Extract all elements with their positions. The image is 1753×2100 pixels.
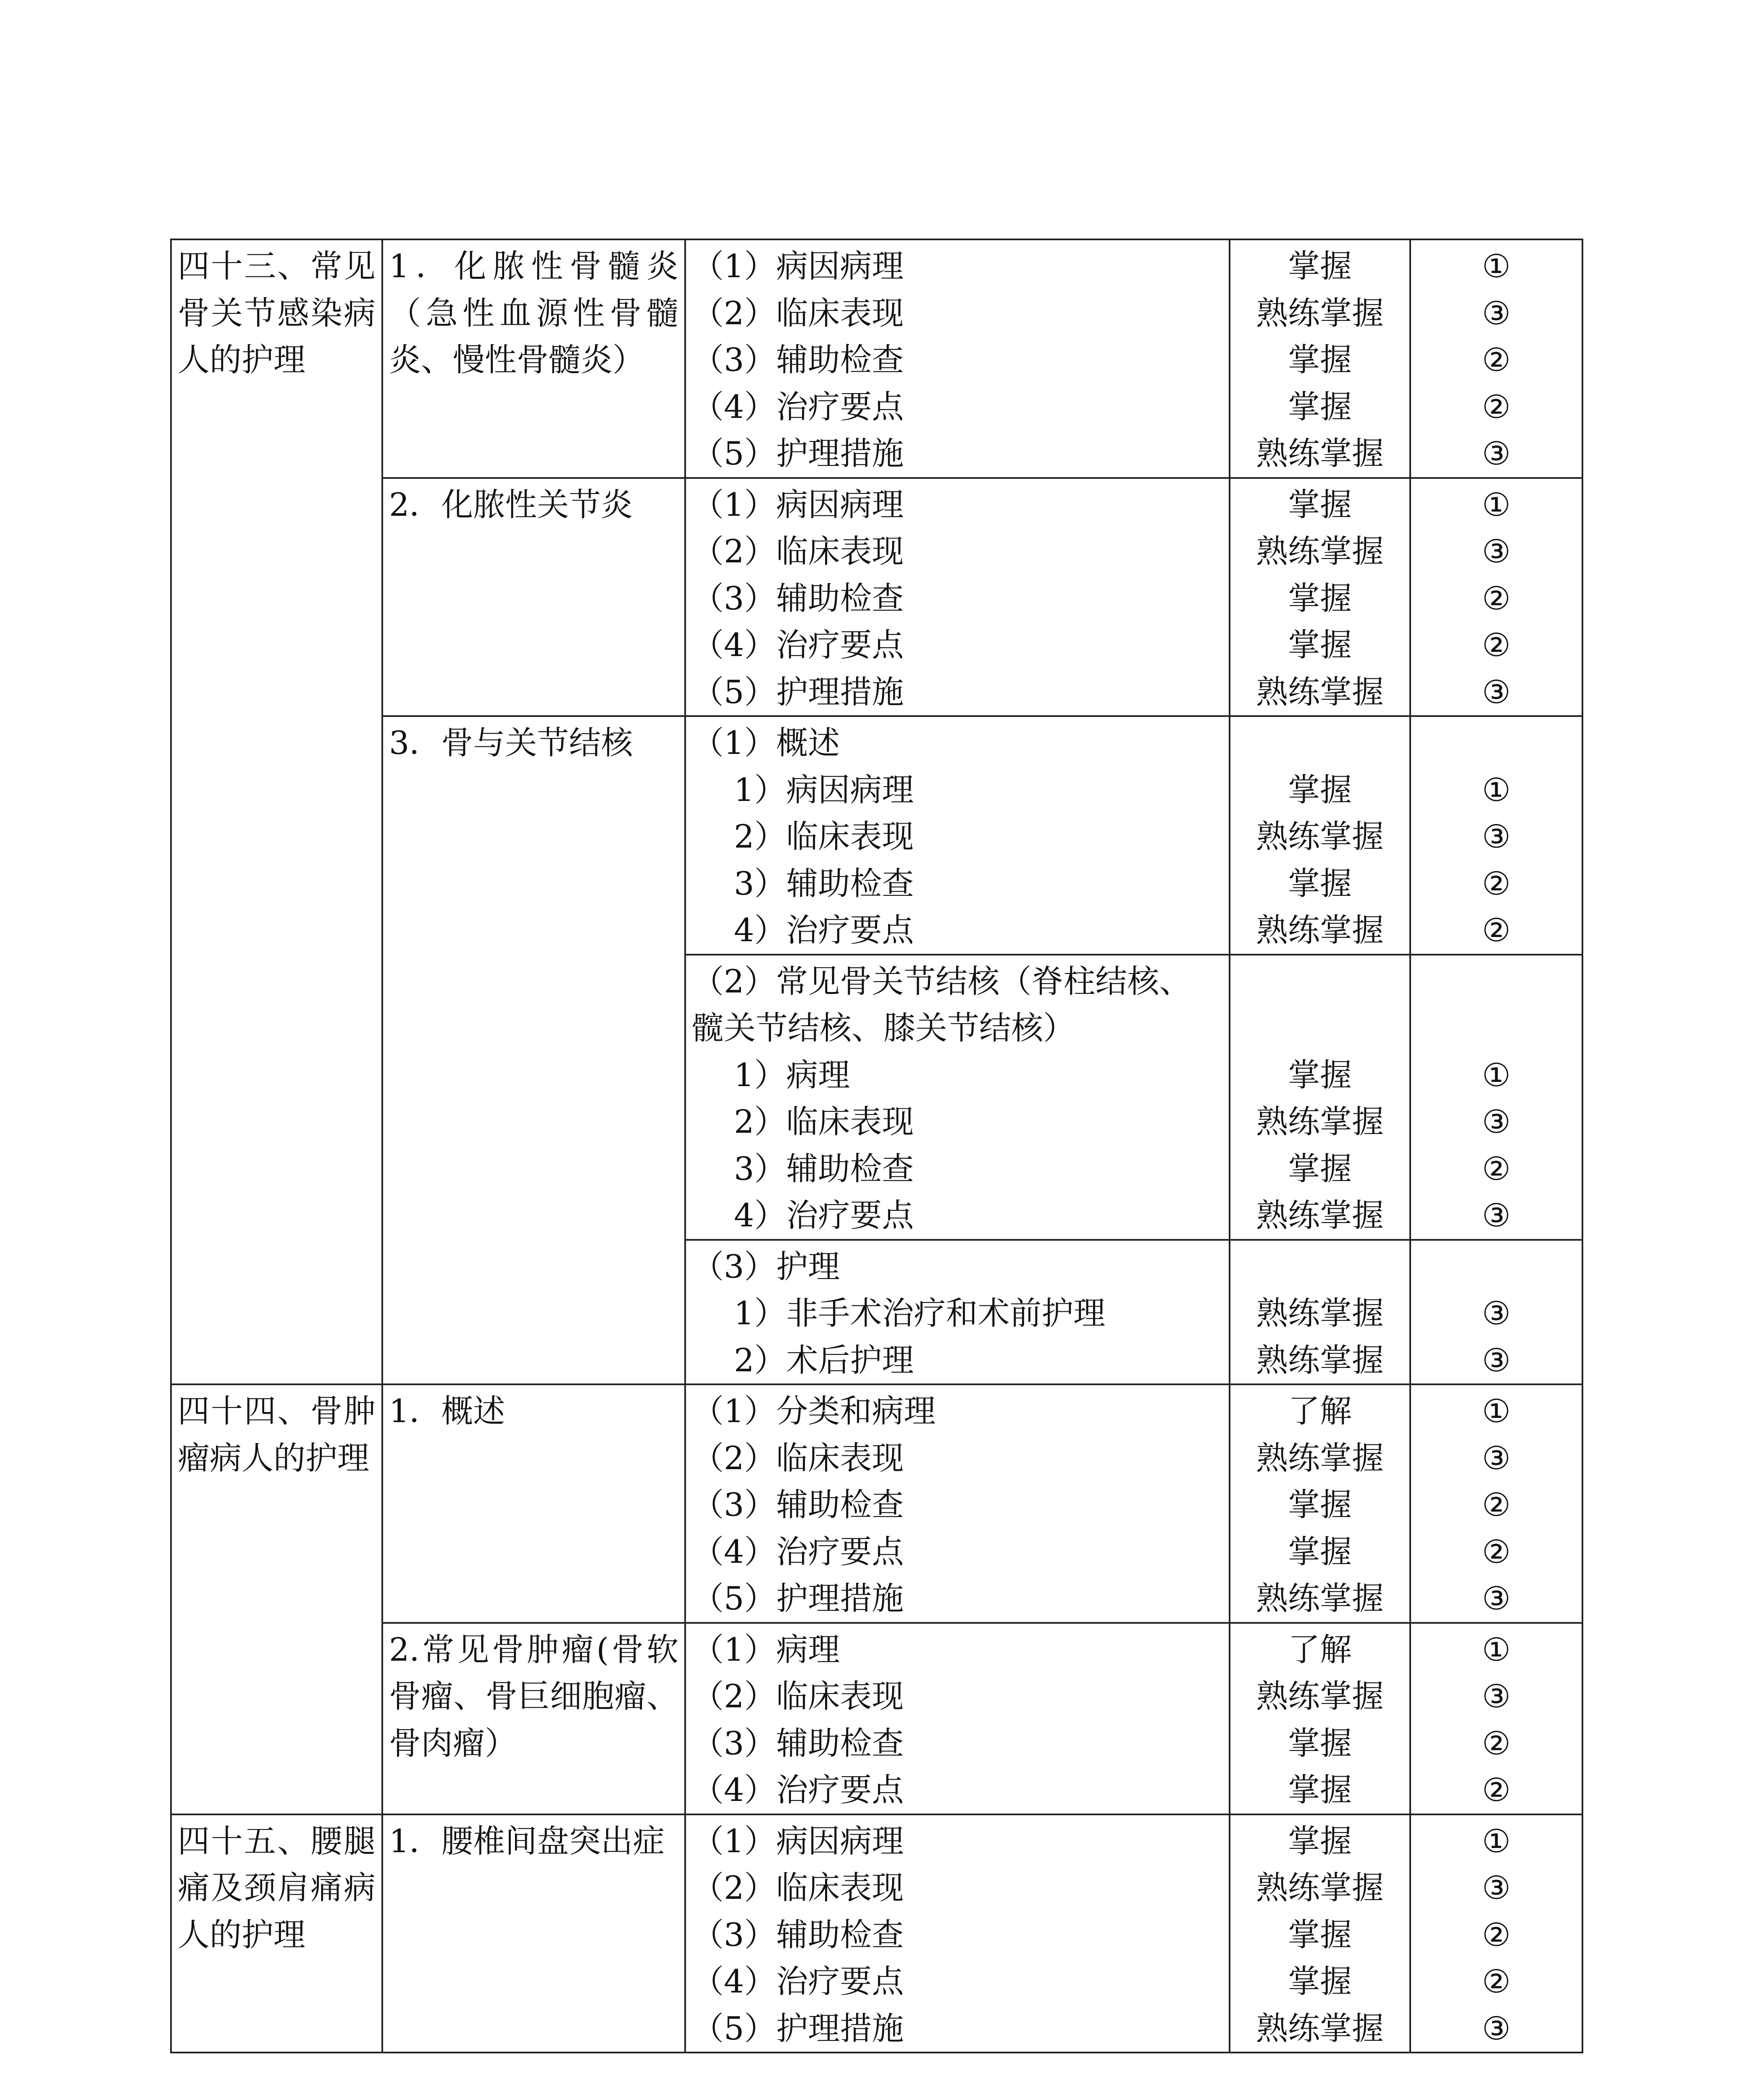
requirement-text: 掌握 bbox=[1288, 579, 1352, 617]
requirement-text: 了解 bbox=[1288, 1392, 1352, 1430]
table-row bbox=[171, 239, 1582, 478]
level-text: ① bbox=[1482, 771, 1511, 808]
level-cell bbox=[1410, 239, 1582, 478]
requirement-text: 熟练掌握 bbox=[1256, 1439, 1384, 1477]
level-text: ③ bbox=[1482, 294, 1511, 332]
item-text: 2）术后护理 bbox=[734, 1341, 914, 1379]
requirement-text: 熟练掌握 bbox=[1256, 533, 1384, 570]
level-text: ② bbox=[1482, 1150, 1511, 1187]
item-text: （4）治疗要点 bbox=[692, 1533, 904, 1570]
level-text: ② bbox=[1482, 1486, 1511, 1523]
level-text: ③ bbox=[1482, 1103, 1511, 1140]
requirement-text: 熟练掌握 bbox=[1256, 294, 1384, 332]
requirement-cell bbox=[1230, 239, 1410, 478]
requirement-text: 熟练掌握 bbox=[1256, 1294, 1384, 1332]
level-text: ③ bbox=[1482, 1341, 1511, 1379]
item-text: 4）治疗要点 bbox=[734, 1197, 914, 1234]
level-text: ① bbox=[1482, 1392, 1511, 1430]
requirement-text: 掌握 bbox=[1288, 1486, 1352, 1523]
item-text: （5）护理措施 bbox=[692, 2009, 904, 2047]
item-text: （4）治疗要点 bbox=[692, 1771, 904, 1809]
item-text: 3）辅助检查 bbox=[734, 864, 914, 902]
level-text: ② bbox=[1482, 1963, 1511, 2000]
item-text: 3）辅助检查 bbox=[734, 1150, 914, 1187]
requirement-text bbox=[1236, 958, 1403, 1005]
subsection-title-cell: 1．化脓性骨髓炎（急性血源性骨髓炎、慢性骨髓炎） bbox=[382, 239, 685, 478]
table-row bbox=[171, 1623, 1582, 1814]
section-title-cell: 四十三、常见骨关节感染病人的护理 bbox=[171, 239, 382, 1384]
table-row bbox=[171, 1384, 1582, 1623]
item-cell bbox=[685, 1240, 1230, 1385]
requirement-text: 掌握 bbox=[1288, 1916, 1352, 1953]
requirement-cell bbox=[1230, 716, 1410, 955]
table-row bbox=[171, 478, 1582, 717]
requirement-text: 掌握 bbox=[1288, 247, 1352, 285]
requirement-text bbox=[1236, 1005, 1403, 1052]
section-title-cell: 四十四、骨肿瘤病人的护理 bbox=[171, 1384, 382, 1814]
level-cell bbox=[1410, 955, 1582, 1240]
item-text: 4）治疗要点 bbox=[734, 911, 914, 949]
requirement-text: 熟练掌握 bbox=[1256, 673, 1384, 711]
item-text: （2）临床表现 bbox=[692, 1869, 904, 1906]
level-text bbox=[1417, 719, 1576, 766]
subsection-title-cell: 2．化脓性关节炎 bbox=[382, 478, 685, 717]
item-cell bbox=[685, 478, 1230, 717]
requirement-text: 熟练掌握 bbox=[1256, 911, 1384, 949]
requirement-text: 掌握 bbox=[1288, 1724, 1352, 1762]
level-text: ③ bbox=[1482, 2009, 1511, 2047]
level-text: ② bbox=[1482, 1533, 1511, 1570]
level-text: ② bbox=[1482, 626, 1511, 664]
level-text bbox=[1417, 1005, 1576, 1052]
level-text: ① bbox=[1482, 247, 1511, 285]
level-cell bbox=[1410, 1384, 1582, 1623]
requirement-text: 掌握 bbox=[1288, 1963, 1352, 2000]
requirement-text: 掌握 bbox=[1288, 1056, 1352, 1094]
item-text: 2）临床表现 bbox=[734, 1103, 914, 1140]
item-cell bbox=[685, 239, 1230, 478]
level-text: ① bbox=[1482, 486, 1511, 523]
table-row bbox=[171, 1814, 1582, 2053]
item-text: （3）辅助检查 bbox=[692, 579, 904, 617]
section-title-cell: 四十五、腰腿痛及颈肩痛病人的护理 bbox=[171, 1814, 382, 2053]
requirement-cell bbox=[1230, 955, 1410, 1240]
item-cell bbox=[685, 1623, 1230, 1814]
item-text: （5）护理措施 bbox=[692, 435, 904, 472]
requirement-cell bbox=[1230, 1623, 1410, 1814]
subsection-title-cell: 2.常见骨肿瘤(骨软骨瘤、骨巨细胞瘤、骨肉瘤） bbox=[382, 1623, 685, 1814]
item-text: （1）病因病理 bbox=[692, 247, 904, 285]
item-text: 1）病因病理 bbox=[734, 771, 914, 808]
requirement-cell bbox=[1230, 478, 1410, 717]
level-text: ① bbox=[1482, 1822, 1511, 1860]
item-cell bbox=[685, 1814, 1230, 2053]
item-text: 髋关节结核、膝关节结核） bbox=[692, 1009, 1075, 1047]
level-text: ② bbox=[1482, 1724, 1511, 1762]
level-text: ③ bbox=[1482, 1677, 1511, 1715]
level-text: ③ bbox=[1482, 1294, 1511, 1332]
requirement-text: 熟练掌握 bbox=[1256, 1197, 1384, 1234]
level-text: ③ bbox=[1482, 1580, 1511, 1617]
item-text: 1）病理 bbox=[734, 1056, 850, 1094]
requirement-text: 掌握 bbox=[1288, 1150, 1352, 1187]
item-text: （4）治疗要点 bbox=[692, 1963, 904, 2000]
level-text: ③ bbox=[1482, 533, 1511, 570]
level-text: ② bbox=[1482, 1916, 1511, 1953]
requirement-text: 熟练掌握 bbox=[1256, 1103, 1384, 1140]
item-text: （2）常见骨关节结核（脊柱结核、 bbox=[692, 962, 1191, 1000]
requirement-text: 掌握 bbox=[1288, 1771, 1352, 1809]
level-cell bbox=[1410, 1623, 1582, 1814]
item-cell bbox=[685, 716, 1230, 955]
level-text: ② bbox=[1482, 864, 1511, 902]
subsection-title-cell: 1．概述 bbox=[382, 1384, 685, 1623]
item-text: （1）概述 bbox=[692, 724, 840, 761]
item-text: （1）病理 bbox=[692, 1630, 840, 1668]
level-cell bbox=[1410, 716, 1582, 955]
item-text: 1）非手术治疗和术前护理 bbox=[734, 1294, 1106, 1332]
requirement-text bbox=[1236, 719, 1403, 766]
level-text: ③ bbox=[1482, 435, 1511, 472]
item-text: （3）辅助检查 bbox=[692, 1724, 904, 1762]
item-text: （1）分类和病理 bbox=[692, 1392, 936, 1430]
item-text: （1）病因病理 bbox=[692, 486, 904, 523]
subsection-title-cell: 3．骨与关节结核 bbox=[382, 716, 685, 1384]
requirement-text: 熟练掌握 bbox=[1256, 1677, 1384, 1715]
level-text: ③ bbox=[1482, 673, 1511, 711]
item-text: （2）临床表现 bbox=[692, 294, 904, 332]
level-text: ② bbox=[1482, 1771, 1511, 1809]
requirement-text: 掌握 bbox=[1288, 388, 1352, 425]
syllabus-table bbox=[170, 239, 1583, 2053]
requirement-text: 熟练掌握 bbox=[1256, 818, 1384, 855]
requirement-cell bbox=[1230, 1384, 1410, 1623]
table-body bbox=[171, 239, 1582, 2053]
level-text bbox=[1417, 958, 1576, 1005]
level-text: ③ bbox=[1482, 1439, 1511, 1477]
requirement-cell bbox=[1230, 1814, 1410, 2053]
requirement-text: 熟练掌握 bbox=[1256, 1869, 1384, 1906]
level-text: ③ bbox=[1482, 1869, 1511, 1906]
item-text: （3）辅助检查 bbox=[692, 1916, 904, 1953]
requirement-text: 掌握 bbox=[1288, 626, 1352, 664]
requirement-text: 熟练掌握 bbox=[1256, 2009, 1384, 2047]
level-text: ① bbox=[1482, 1630, 1511, 1668]
requirement-cell bbox=[1230, 1240, 1410, 1385]
item-text: （4）治疗要点 bbox=[692, 626, 904, 664]
level-text: ② bbox=[1482, 911, 1511, 949]
level-text: ① bbox=[1482, 1056, 1511, 1094]
level-text: ③ bbox=[1482, 818, 1511, 855]
level-text: ② bbox=[1482, 388, 1511, 425]
subsection-title-cell: 1．腰椎间盘突出症 bbox=[382, 1814, 685, 2053]
level-text bbox=[1417, 1243, 1576, 1290]
requirement-text: 掌握 bbox=[1288, 341, 1352, 378]
requirement-text: 了解 bbox=[1288, 1630, 1352, 1668]
item-text: （5）护理措施 bbox=[692, 1580, 904, 1617]
requirement-text: 熟练掌握 bbox=[1256, 435, 1384, 472]
requirement-text: 掌握 bbox=[1288, 1822, 1352, 1860]
level-text: ② bbox=[1482, 579, 1511, 617]
level-text: ② bbox=[1482, 341, 1511, 378]
item-cell bbox=[685, 1384, 1230, 1623]
requirement-text: 掌握 bbox=[1288, 864, 1352, 902]
requirement-text: 熟练掌握 bbox=[1256, 1580, 1384, 1617]
item-text: 2）临床表现 bbox=[734, 818, 914, 855]
level-cell bbox=[1410, 478, 1582, 717]
item-text: （4）治疗要点 bbox=[692, 388, 904, 425]
level-text: ③ bbox=[1482, 1197, 1511, 1234]
item-text: （5）护理措施 bbox=[692, 673, 904, 711]
requirement-text: 掌握 bbox=[1288, 1533, 1352, 1570]
level-cell bbox=[1410, 1814, 1582, 2053]
level-cell bbox=[1410, 1240, 1582, 1385]
item-cell bbox=[685, 955, 1230, 1240]
item-text: （2）临床表现 bbox=[692, 1677, 904, 1715]
requirement-text bbox=[1236, 1243, 1403, 1290]
requirement-text: 熟练掌握 bbox=[1256, 1341, 1384, 1379]
table-row bbox=[171, 716, 1582, 955]
item-text: （3）辅助检查 bbox=[692, 1486, 904, 1523]
requirement-text: 掌握 bbox=[1288, 486, 1352, 523]
item-text: （2）临床表现 bbox=[692, 533, 904, 570]
requirement-text: 掌握 bbox=[1288, 771, 1352, 808]
item-text: （3）辅助检查 bbox=[692, 341, 904, 378]
item-text: （2）临床表现 bbox=[692, 1439, 904, 1477]
item-text: （3）护理 bbox=[692, 1247, 840, 1285]
item-text: （1）病因病理 bbox=[692, 1822, 904, 1860]
